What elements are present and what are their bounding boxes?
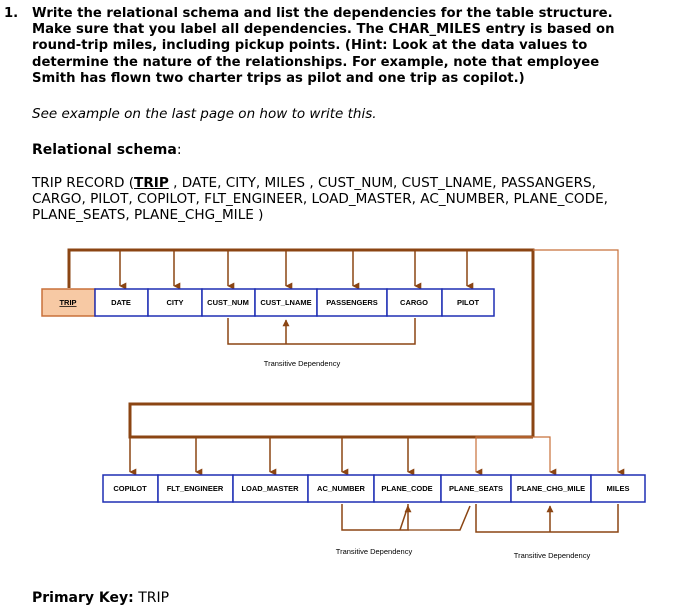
cell-ac-number: AC_NUMBER (317, 484, 365, 493)
cell-load-master: LOAD_MASTER (241, 484, 299, 493)
cell-cargo: CARGO (400, 298, 428, 307)
cell-flt-engineer: FLT_ENGINEER (166, 484, 224, 493)
record-key: TRIP (134, 175, 169, 191)
question-number: 1. (4, 6, 19, 21)
transitive-dependency-2 (336, 504, 440, 556)
transitive-dependency-label-1: Transitive Dependency (263, 359, 341, 368)
transitive-dependency-label-2: Transitive Dependency (335, 547, 413, 556)
example-note: See example on the last page on how to write this. (32, 106, 377, 122)
cell-plane-seats: PLANE_SEATS (448, 484, 504, 493)
transitive-dependency-3 (440, 504, 618, 560)
primary-key-label: Primary Key: (32, 590, 134, 606)
miles-line (533, 250, 618, 472)
transitive-dependency-label-3: Transitive Dependency (513, 551, 591, 560)
transitive-dependency-1 (228, 318, 415, 368)
cell-cust-num: CUST_NUM (207, 298, 249, 307)
cell-pilot: PILOT (456, 298, 480, 307)
cell-plane-code: PLANE_CODE (381, 484, 433, 493)
row1-arrows (120, 250, 467, 286)
primary-key-line (32, 590, 169, 606)
cell-plane-chg-mile: PLANE_CHG_MILE (516, 484, 586, 493)
question-text: Write the relational schema and list the dependencies for the table structure. Make sure that you label all dependencies. The CHAR_MILES entry is based on round-trip miles, including pickup points. (Hint: Look at the data values to determine the nature of the relationships. For example, note that employee Smith has flown two charter trips as pilot and one trip as copilot.) (32, 6, 615, 86)
cell-trip: TRIP (59, 298, 77, 307)
cell-city: CITY (166, 298, 184, 307)
row2-dependency-lines (130, 404, 550, 472)
cell-passengers: PASSENGERS (326, 298, 378, 307)
record-prefix: TRIP RECORD ( (32, 175, 135, 191)
record-attributes: , DATE, CITY, MILES , CUST_NUM, CUST_LNAME, PASSANGERS, CARGO, PILOT, COPILOT, FLT_ENGINEER, LOAD_MASTER, AC_NUMBER, PLANE_CODE, PLANE_SEATS, PLANE_CHG_MILE ) (32, 175, 608, 224)
relational-schema-label: Relational schema (32, 142, 177, 158)
primary-key-value: TRIP (138, 590, 170, 606)
row1-labels (59, 298, 479, 307)
cell-miles: MILES (606, 484, 630, 493)
cell-date: DATE (111, 298, 131, 307)
cell-cust-lname: CUST_LNAME (260, 298, 312, 307)
relational-schema-colon: : (176, 142, 182, 158)
cell-copilot: COPILOT (113, 484, 147, 493)
